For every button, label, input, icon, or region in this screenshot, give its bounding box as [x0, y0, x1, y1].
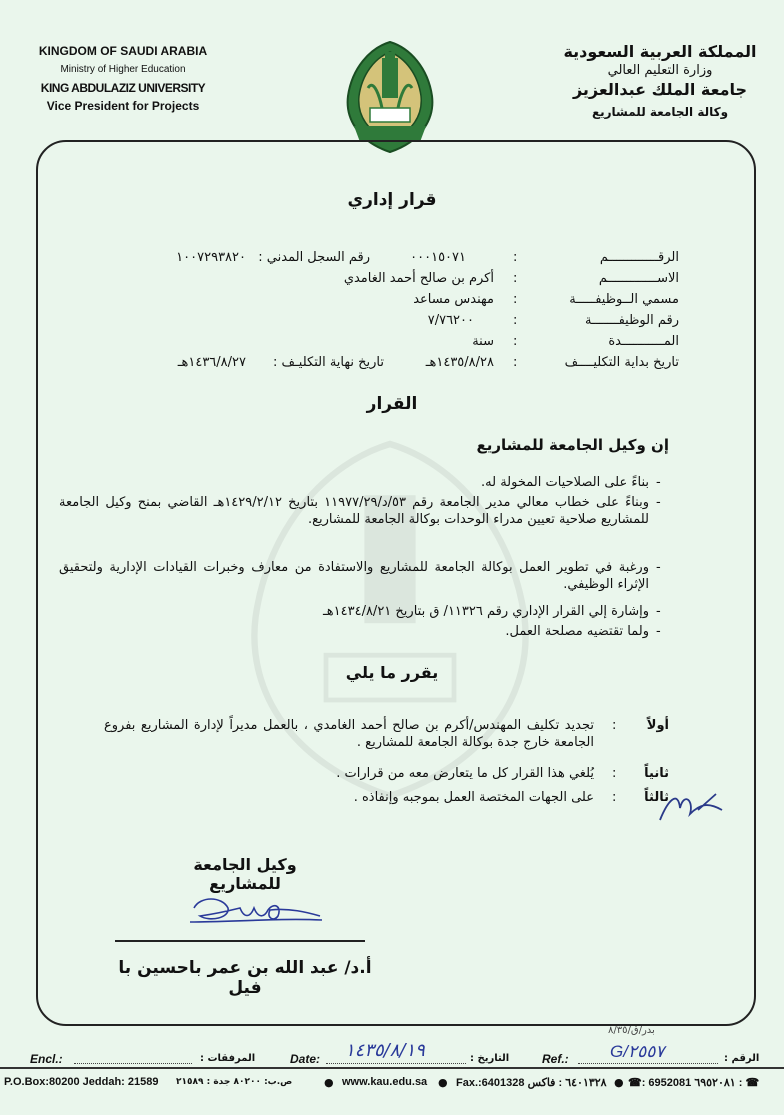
item-2-ordinal: ثانياً — [644, 766, 669, 781]
consideration-bullet-5: - — [656, 624, 661, 639]
item-3-colon: : — [612, 790, 617, 805]
signature — [170, 888, 330, 933]
consideration-bullet-4: - — [656, 604, 661, 619]
footer-address-ar: ص.ب: ٨٠٢٠٠ جدة : ٢١٥٨٩ — [176, 1077, 293, 1087]
header-ar-department: وكالة الجامعة للمشاريع — [591, 105, 729, 119]
item-2-colon: : — [612, 766, 617, 781]
field-start-colon: : — [513, 355, 518, 370]
footer-fax: Fax.:6401328 ٦٤٠١٣٢٨ : فاكس — [456, 1077, 607, 1089]
footer-website: www.kau.edu.sa — [342, 1076, 428, 1088]
field-job-title-value: مهندس مساعد — [413, 292, 494, 307]
field-job-number-colon: : — [513, 313, 518, 328]
field-end-label: تاريخ نهاية التكليـف : — [273, 355, 384, 370]
field-number-label: الرقـــــــــــــم — [599, 250, 679, 265]
header-en-university: KING ABDULAZIZ UNIVERSITY — [40, 81, 206, 95]
consideration-2: وبناءً على خطاب معالي مدير الجامعة رقم ٥٣/د/١١٩٧٧/٢٩ بتاريخ ١٤٢٩/٢/١٢هـ القاضي بمنح وكيل الجامعة للمشاريع صلاحية تعيين مدراء الوحدات بوكالة الجامعة للمشاريع. — [59, 495, 649, 527]
item-3-text: على الجهات المختصة العمل بموجبه وإنفاذه . — [353, 790, 594, 805]
footer-date-value: ١٤٣٥/٨/١٩ — [345, 1040, 425, 1061]
header-ar-university: جامعة الملك عبدالعزيز — [572, 80, 748, 99]
field-name-label: الاســـــــــــــم — [598, 271, 679, 286]
document-title: قرار إداري — [347, 190, 437, 210]
field-duration-value: سنة — [472, 334, 494, 349]
footer-bullet-1: ● — [324, 1076, 334, 1089]
footer-date-ar: التاريخ : — [470, 1053, 510, 1064]
field-duration-label: المـــــــــــدة — [608, 334, 679, 349]
footer-bullet-3: ● — [614, 1076, 624, 1089]
signatory-title: وكيل الجامعة للمشاريع — [193, 855, 297, 893]
field-job-number-value: ٧/٧٦٢٠٠ — [427, 313, 474, 328]
footer-ref-dots — [578, 1063, 718, 1064]
consideration-bullet-3: - — [656, 560, 661, 575]
header-ar-ministry: وزارة التعليم العالي — [607, 63, 713, 78]
item-2-text: يُلغي هذا القرار كل ما يتعارض معه من قرارات . — [336, 766, 594, 781]
footer-encl-ar: المرفقات : — [200, 1053, 256, 1064]
initials-signature — [650, 780, 730, 830]
field-number-colon: : — [513, 250, 518, 265]
field-duration-colon: : — [513, 334, 518, 349]
header-ar — [560, 42, 760, 119]
university-logo — [340, 38, 440, 156]
field-name-value: أكرم بن صالح أحمد الغامدي — [343, 271, 494, 286]
item-1-colon: : — [612, 718, 617, 733]
footer-ref-value: G/٢٥٥٧ — [610, 1042, 665, 1061]
resolves-heading: يقرر ما يلي — [345, 663, 439, 682]
field-job-number-label: رقم الوظيفـــــــة — [584, 313, 679, 328]
field-name-colon: : — [513, 271, 518, 286]
footer-ref-ar: الرقم : — [724, 1053, 760, 1064]
consideration-bullet-1: - — [656, 475, 661, 490]
consideration-1: بناءً على الصلاحيات المخولة له. — [481, 475, 649, 490]
footer-bullet-2: ● — [438, 1076, 448, 1089]
consideration-3: ورغبة في تطوير العمل بوكالة الجامعة للمشاريع والاستفادة من معارف وخبرات القيادات الإدارية ولتحقيق الإثراء الوظيفي. — [59, 560, 649, 592]
header-en-ministry: Ministry of Higher Education — [60, 64, 186, 75]
field-number-value: ٠٠٠١٥٠٧١ — [410, 250, 466, 265]
footer-address-en: P.O.Box:80200 Jeddah: 21589 — [4, 1076, 159, 1088]
footer-date-dots — [326, 1063, 466, 1064]
consideration-4: وإشارة إلي القرار الإداري رقم ١١٣٢٦/ ق بتاريخ ١٤٣٤/٨/٢١هـ — [322, 604, 649, 619]
reference-code: بدر/ق/٨/٣٥ — [608, 1025, 655, 1036]
footer-ref-label: Ref.: — [542, 1052, 569, 1066]
header-en — [28, 44, 218, 113]
decision-heading: القرار — [366, 394, 418, 414]
signatory-name: أ.د/ عبد الله بن عمر باحسين با فيل — [118, 958, 372, 998]
field-job-title-colon: : — [513, 292, 518, 307]
consideration-5: ولما تقتضيه مصلحة العمل. — [505, 624, 649, 639]
header-en-department: Vice President for Projects — [46, 99, 200, 113]
field-start-value: ١٤٣٥/٨/٢٨هـ — [425, 355, 494, 370]
consideration-bullet-2: - — [656, 495, 661, 510]
footer-date-label: Date: — [290, 1052, 321, 1066]
field-job-title-label: مسمي الــوظيفـــــة — [569, 292, 679, 307]
authority-line: إن وكيل الجامعة للمشاريع — [476, 436, 669, 454]
field-start-label: تاريخ بداية التكليــــف — [564, 355, 679, 370]
field-end-value: ١٤٣٦/٨/٢٧هـ — [177, 355, 246, 370]
item-1-ordinal: أولاً — [646, 718, 669, 733]
footer-tel: ☎: 6952081 ٦٩٥٢٠٨١ : ☎ — [628, 1077, 760, 1089]
item-3-ordinal: ثالثاً — [644, 790, 669, 805]
item-1-text: تجديد تكليف المهندس/أكرم بن صالح أحمد الغامدي ، بالعمل مديراً لإدارة المشاريع بفروع الجامعة خارج جدة بوكالة الجامعة للمشاريع . — [104, 718, 594, 750]
field-civil-value: ١٠٠٧٢٩٣٨٢٠ — [176, 250, 246, 265]
footer-divider — [0, 1067, 784, 1069]
field-civil-label: رقم السجل المدني : — [258, 250, 370, 265]
header-ar-country: المملكة العربية السعودية — [563, 42, 757, 61]
footer-encl-dots — [74, 1063, 192, 1064]
footer-encl-label: Encl.: — [30, 1052, 63, 1066]
header-en-country: KINGDOM OF SAUDI ARABIA — [38, 44, 208, 58]
signature-line — [115, 940, 365, 942]
